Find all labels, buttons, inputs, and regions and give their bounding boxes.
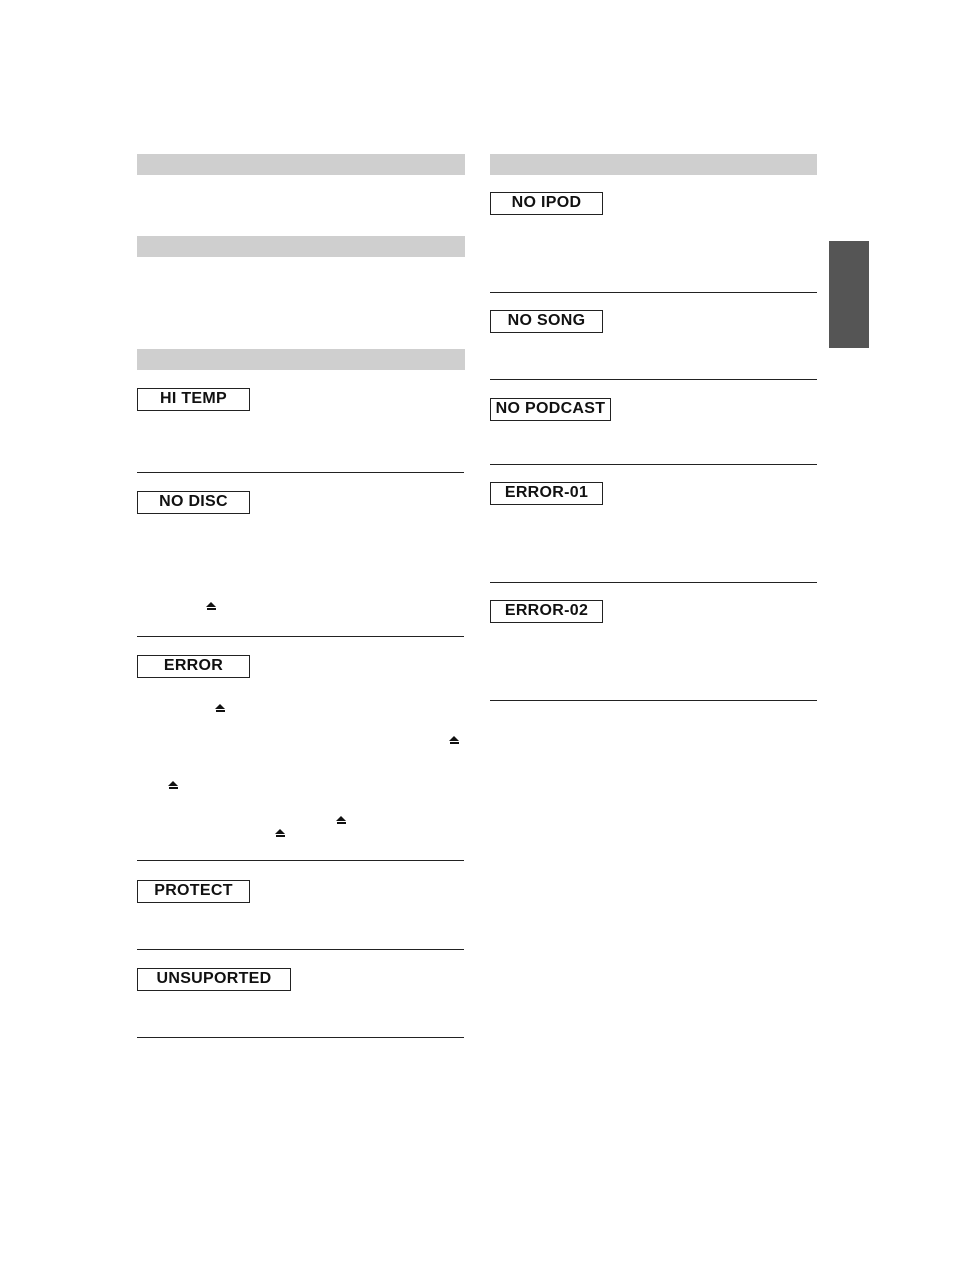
divider-rule xyxy=(137,636,464,637)
side-index-tab xyxy=(829,241,869,348)
hi-temp-label: HI TEMP xyxy=(137,388,250,411)
unsupported-label: UNSUPORTED xyxy=(137,968,291,991)
divider-rule xyxy=(137,860,464,861)
eject-icon xyxy=(206,602,216,612)
eject-icon xyxy=(215,704,225,714)
divider-rule xyxy=(137,949,464,950)
section-header-bar-4 xyxy=(490,154,817,175)
divider-rule xyxy=(490,582,817,583)
no-podcast-label: NO PODCAST xyxy=(490,398,611,421)
protect-label: PROTECT xyxy=(137,880,250,903)
no-ipod-label: NO IPOD xyxy=(490,192,603,215)
no-song-label: NO SONG xyxy=(490,310,603,333)
eject-icon xyxy=(449,736,459,746)
section-header-bar-3 xyxy=(137,349,465,370)
divider-rule xyxy=(490,292,817,293)
section-header-bar-1 xyxy=(137,154,465,175)
error-02-label: ERROR-02 xyxy=(490,600,603,623)
no-disc-label: NO DISC xyxy=(137,491,250,514)
divider-rule xyxy=(490,700,817,701)
eject-icon xyxy=(275,829,285,839)
eject-icon xyxy=(336,816,346,826)
section-header-bar-2 xyxy=(137,236,465,257)
error-01-label: ERROR-01 xyxy=(490,482,603,505)
error-label: ERROR xyxy=(137,655,250,678)
divider-rule xyxy=(490,464,817,465)
divider-rule xyxy=(490,379,817,380)
eject-icon xyxy=(168,781,178,791)
divider-rule xyxy=(137,1037,464,1038)
divider-rule xyxy=(137,472,464,473)
